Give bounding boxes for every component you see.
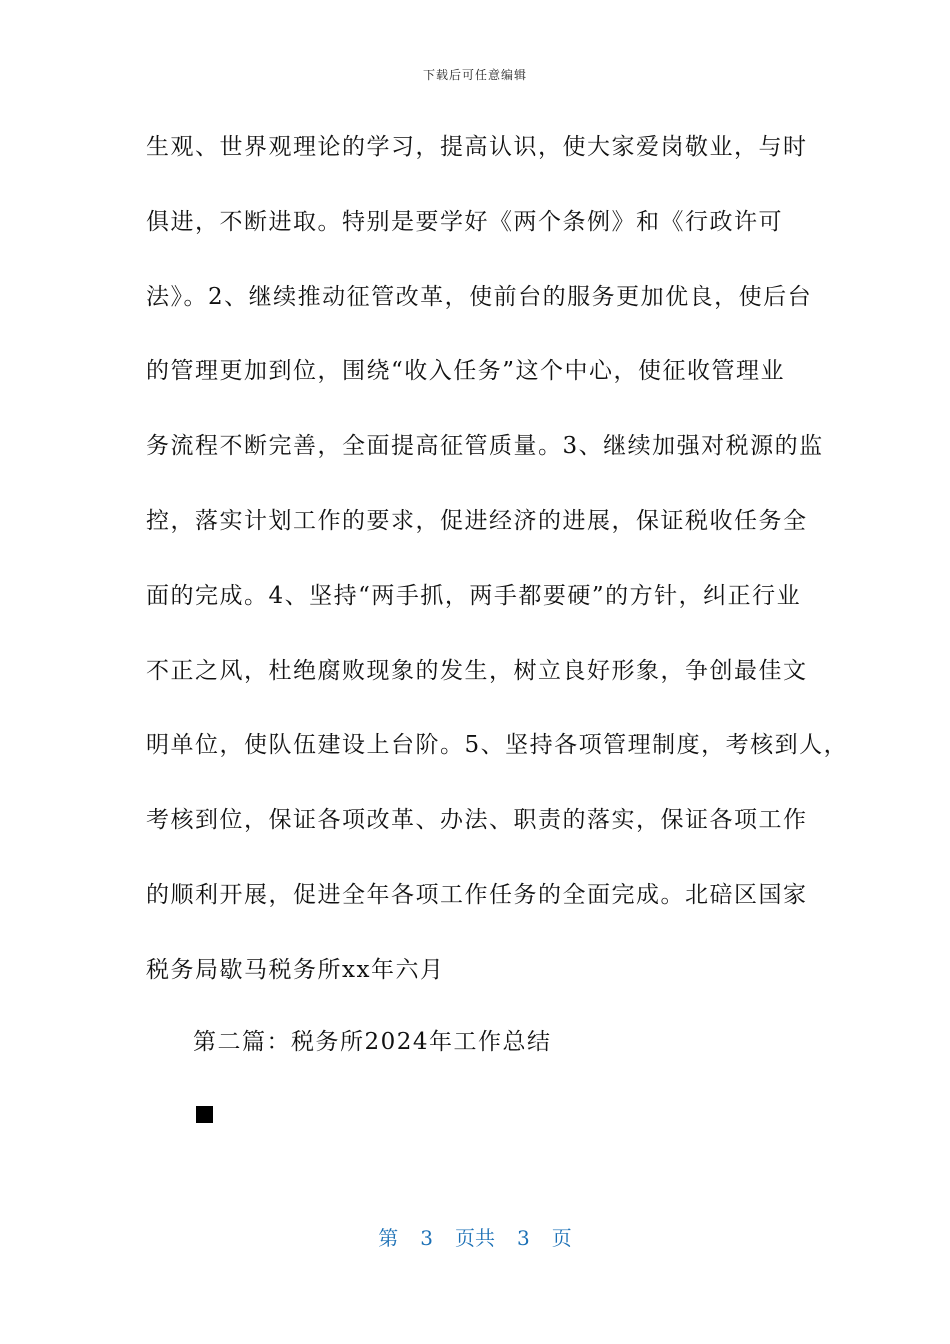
body-line-8: 不正之风，杜绝腐败现象的发生，树立良好形象，争创最佳文 — [146, 657, 808, 684]
body-line-5: 务流程不断完善，全面提高征管质量。3、继续加强对税源的监 — [146, 433, 824, 460]
square-bullet-icon — [196, 1106, 213, 1123]
footer-total-pages: 3 — [517, 1226, 530, 1250]
body-line-2: 俱进，不断进取。特别是要学好《两个条例》和《行政许可 — [146, 208, 783, 235]
body-line-1: 生观、世界观理论的学习，提高认识，使大家爱岗敬业，与时 — [146, 134, 808, 160]
body-line-6: 控，落实计划工作的要求，促进经济的进展，保证税收任务全 — [146, 507, 808, 534]
body-line-9: 明单位，使队伍建设上台阶。5、坚持各项管理制度，考核到人， — [146, 732, 849, 759]
footer-page-label: 第 — [378, 1226, 399, 1250]
footer-page-number: 3 — [420, 1226, 433, 1250]
footer-page-end: 页 — [551, 1226, 572, 1250]
body-line-11: 的顺利开展，促进全年各项工作任务的全面完成。北碚区国家 — [146, 881, 808, 908]
section-title: 第二篇：税务所2024年工作总结 — [193, 1029, 552, 1055]
body-line-7: 面的完成。4、坚持“两手抓，两手都要硬”的方针，纠正行业 — [146, 582, 802, 609]
body-line-4: 的管理更加到位，围绕“收入任务”这个中心，使征收管理业 — [146, 358, 786, 385]
body-line-10: 考核到位，保证各项改革、办法、职责的落实，保证各项工作 — [146, 807, 808, 834]
document-body — [146, 125, 849, 1023]
body-line-3: 法》。2、继续推动征管改革，使前台的服务更加优良，使后台 — [146, 283, 813, 310]
page-footer — [0, 1222, 950, 1254]
header-note: 下载后可任意编辑 — [422, 68, 527, 82]
footer-page-mid: 页共 — [455, 1226, 495, 1250]
body-line-12: 税务局歇马税务所xx年六月 — [146, 956, 445, 983]
